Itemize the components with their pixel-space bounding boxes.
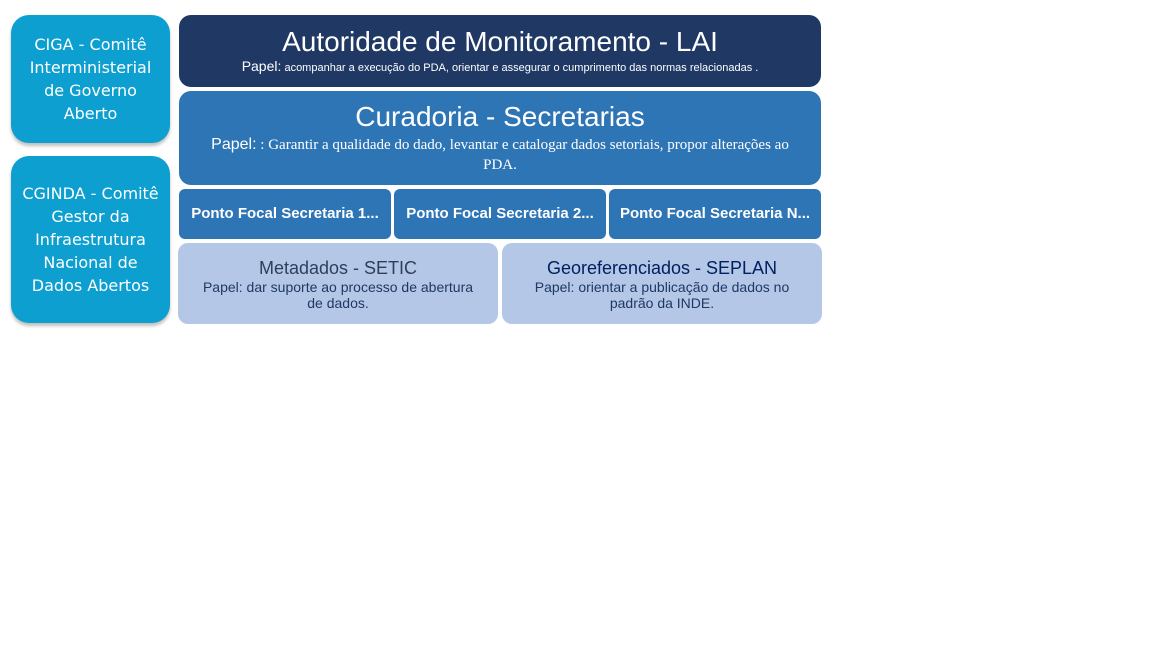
ciga-box: [11, 15, 170, 143]
autoridade-role: [242, 58, 759, 76]
ponto-focal-n-label: Ponto Focal Secretaria N...: [619, 205, 811, 222]
ponto-focal-2-label: Ponto Focal Secretaria 2...: [406, 205, 594, 222]
metadados-box: [178, 243, 498, 324]
metadados-role: Papel: dar suporte ao processo de abertura de dados.: [202, 278, 474, 311]
georeferenciados-role: Papel: orientar a publicação de dados no padrão da INDE.: [534, 278, 790, 311]
metadados-title: Metadados - SETIC: [258, 257, 418, 278]
autoridade-box: [179, 15, 821, 87]
autoridade-title: Autoridade de Monitoramento - LAI: [282, 25, 718, 57]
ponto-focal-2: [394, 189, 606, 239]
cginda-label: CGINDA - Comitê Gestor da Infraestrutura Nacional de Dados Abertos: [22, 184, 159, 295]
curadoria-role-label: Papel:: [211, 135, 257, 153]
ponto-focal-1: [179, 189, 391, 239]
curadoria-box: [179, 91, 821, 185]
georeferenciados-title: Georeferenciados - SEPLAN: [546, 257, 778, 278]
ciga-label: CIGA - Comitê Interministerial de Governo Aberto: [29, 35, 152, 123]
autoridade-role-text: acompanhar a execução do PDA, orientar e assegurar o cumprimento das normas relacionadas .: [281, 61, 759, 74]
curadoria-role: [197, 135, 803, 175]
curadoria-title: Curadoria - Secretarias: [355, 100, 645, 132]
cginda-box: [11, 156, 170, 323]
ponto-focal-n: [609, 189, 821, 239]
autoridade-role-label: Papel:: [241, 57, 282, 74]
georeferenciados-box: [502, 243, 822, 324]
curadoria-role-text: : Garantir a qualidade do dado, levantar e catalogar dados setoriais, propor alterações ao PDA.: [256, 136, 789, 173]
ponto-focal-1-label: Ponto Focal Secretaria 1...: [191, 205, 379, 222]
